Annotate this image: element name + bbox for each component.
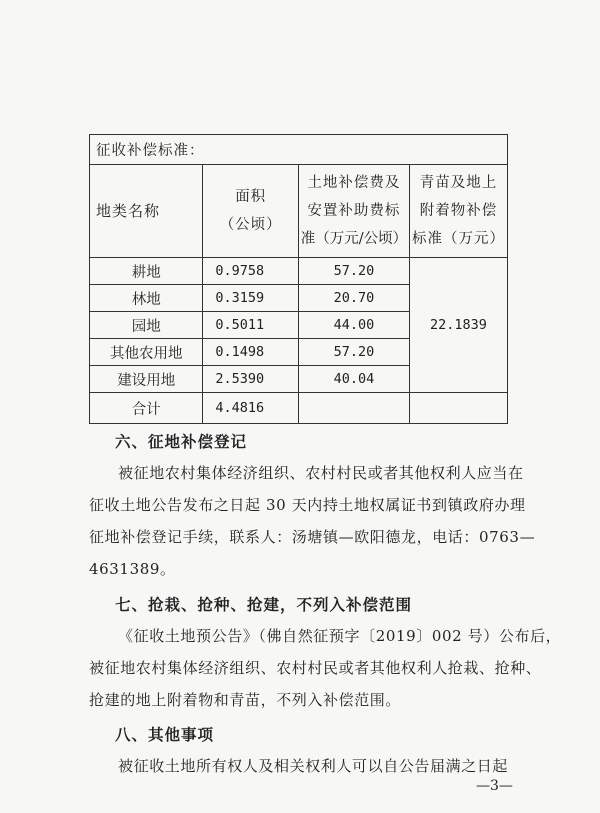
header-fee-line3: 准（万元/公顷） (300, 231, 408, 247)
header-crop (409, 165, 507, 258)
section-7-line: 《征收土地预公告》（佛自然征预字〔2019〕002 号）公布后， (118, 627, 562, 645)
section-7-line: 抢建的地上附着物和青苗，不列入补偿范围。 (89, 691, 402, 709)
row-area: 2.5390 (203, 366, 299, 393)
row-fee: 40.04 (298, 366, 409, 393)
total-fee-empty (298, 393, 409, 424)
total-label: 合计 (90, 393, 203, 424)
row-land-type: 建设用地 (90, 366, 203, 393)
compensation-table (89, 134, 508, 424)
header-crop-line1: 青苗及地上 (419, 175, 498, 191)
header-fee (298, 165, 409, 258)
section-7-title: 七、抢栽、抢种、抢建，不列入补偿范围 (115, 595, 413, 614)
row-fee: 44.00 (298, 312, 409, 339)
section-6-line: 征地补偿登记手续，联系人：汤塘镇—欧阳德龙，电话：0763— (89, 528, 536, 546)
section-8-line: 被征收土地所有权人及相关权利人可以自公告届满之日起 (118, 757, 509, 775)
page-number: —3— (476, 778, 513, 794)
header-area-line2: （公顷） (219, 217, 282, 233)
header-crop-line3: 标准（万元） (411, 231, 505, 247)
row-area: 0.3159 (203, 285, 299, 312)
header-crop-line2: 附着物补偿 (419, 203, 498, 219)
section-8-title: 八、其他事项 (115, 725, 215, 744)
table-header-row (90, 165, 508, 258)
row-fee: 20.70 (298, 285, 409, 312)
row-land-type: 林地 (90, 285, 203, 312)
total-crop-empty (409, 393, 507, 424)
row-land-type: 其他农用地 (90, 339, 203, 366)
row-land-type: 耕地 (90, 258, 203, 285)
crop-compensation-value: 22.1839 (409, 258, 507, 393)
row-area: 0.9758 (203, 258, 299, 285)
table-caption: 征收补偿标准： (90, 135, 508, 165)
row-land-type: 园地 (90, 312, 203, 339)
section-6-line: 征收土地公告发布之日起 30 天内持土地权属证书到镇政府办理 (89, 496, 526, 514)
header-area-line1: 面积 (235, 189, 267, 205)
header-fee-line1: 土地补偿费及 (307, 175, 401, 191)
row-area: 0.5011 (203, 312, 299, 339)
row-fee: 57.20 (298, 339, 409, 366)
section-6-title: 六、征地补偿登记 (115, 432, 248, 451)
row-fee: 57.20 (298, 258, 409, 285)
header-fee-line2: 安置补助费标 (307, 203, 401, 219)
header-area (203, 165, 299, 258)
total-area: 4.4816 (203, 393, 299, 424)
header-land-type: 地类名称 (90, 165, 203, 258)
table-row (90, 258, 508, 285)
section-7-line: 被征地农村集体经济组织、农村村民或者其他权利人抢栽、抢种、 (89, 659, 542, 677)
section-6-line: 被征地农村集体经济组织、农村村民或者其他权利人应当在 (118, 464, 524, 482)
table-total-row (90, 393, 508, 424)
row-area: 0.1498 (203, 339, 299, 366)
section-6-line: 4631389。 (89, 560, 176, 578)
